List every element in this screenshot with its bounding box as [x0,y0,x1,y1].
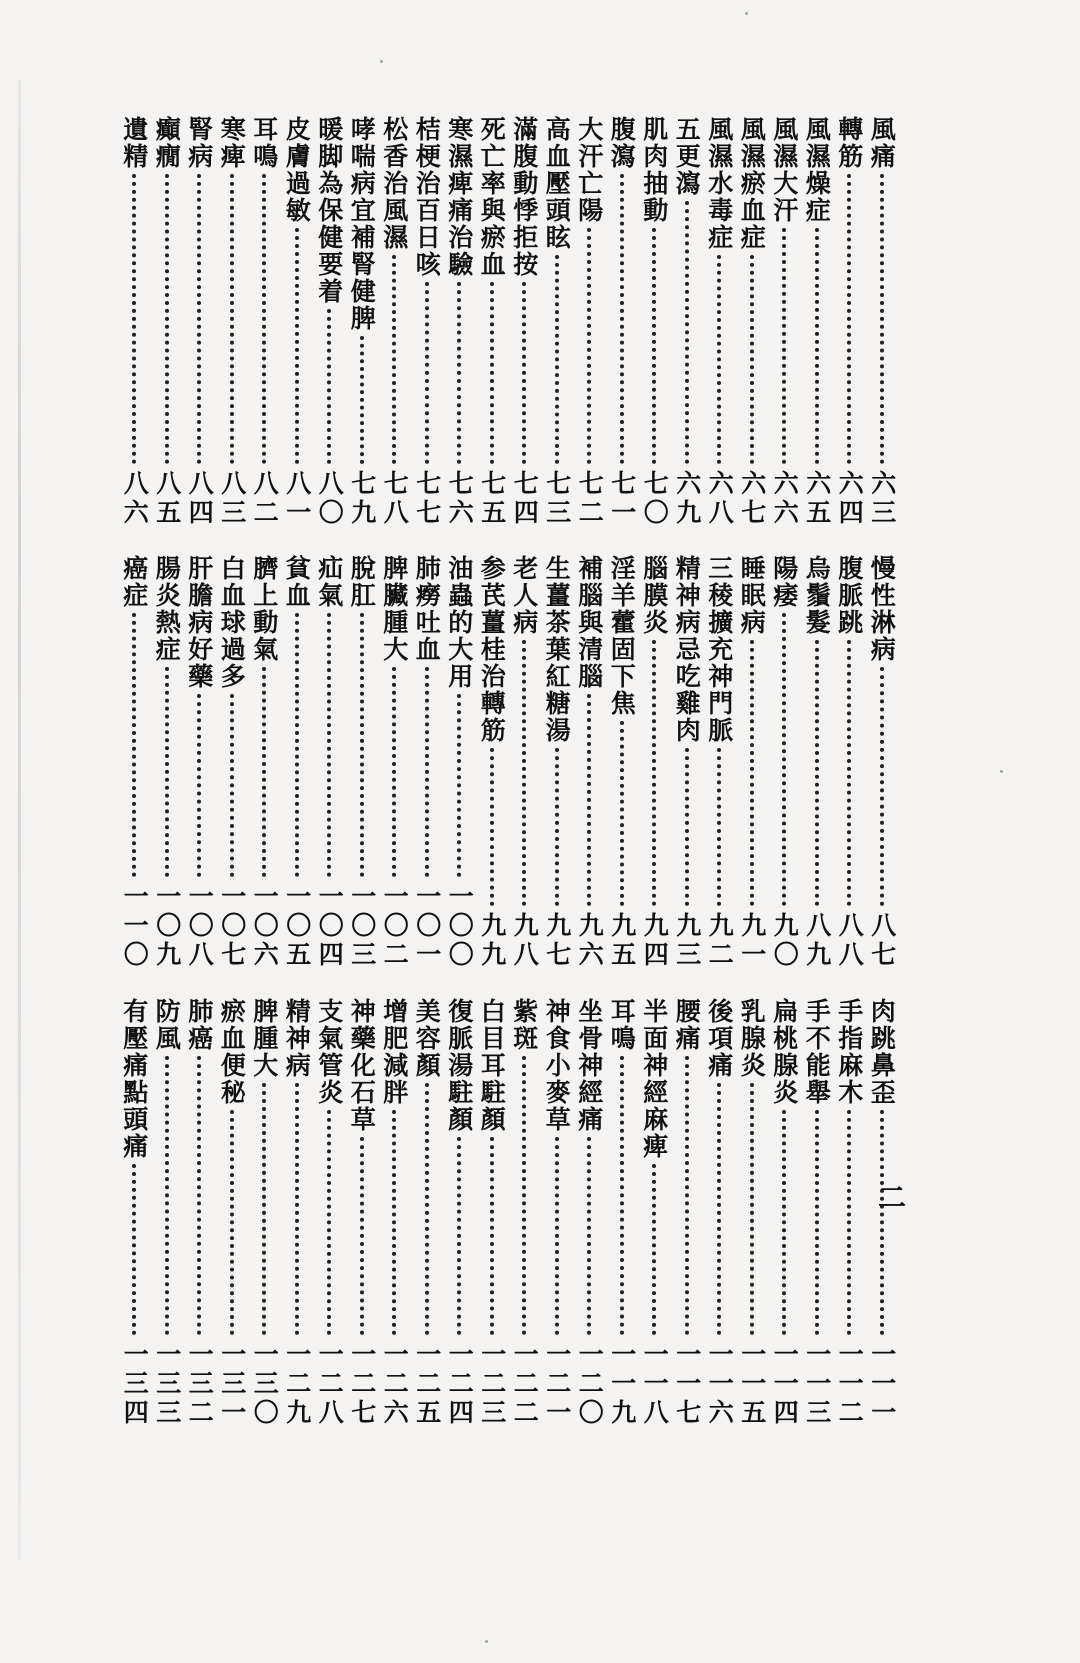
dot-leader [750,640,754,906]
entry-title: 風濕水毒症 [704,116,734,251]
contents-column-group-1 [98,116,898,528]
toc-entry[interactable] [281,116,314,528]
toc-entry[interactable] [313,998,346,1428]
entry-title: 腎病 [184,116,214,170]
toc-entry[interactable] [378,116,411,528]
entry-page-number: 一二五 [412,1341,442,1428]
dot-leader [392,667,396,877]
entry-list [98,555,898,970]
entry-page-number: 一〇七 [217,883,247,970]
dot-leader [392,1110,396,1335]
dot-leader [847,640,851,906]
toc-entry[interactable] [768,116,801,528]
entry-page-number: 一一一 [867,1341,897,1428]
dot-leader [132,613,136,877]
entry-page-number: 一三一 [217,1341,247,1428]
dot-leader [327,613,331,877]
toc-entry[interactable] [411,555,444,970]
scan-speck [1000,770,1003,773]
toc-entry[interactable] [248,116,281,528]
dot-leader [750,255,754,464]
entry-page-number: 七四 [510,470,540,528]
toc-entry[interactable] [573,116,606,528]
entry-page-number: 一二九 [282,1341,312,1428]
toc-entry[interactable] [606,555,639,970]
toc-entry[interactable] [638,998,671,1428]
entry-title: 三稜擴充神門脈 [704,555,734,744]
toc-entry[interactable] [346,116,379,528]
toc-entry[interactable] [281,998,314,1428]
entry-title: 死亡率與瘀血 [477,116,507,278]
toc-entry[interactable] [151,998,184,1428]
dot-leader [717,1083,721,1335]
entry-title: 肺癌 [184,998,214,1052]
entry-title: 臍上動氣 [249,555,279,663]
dot-leader [880,174,884,464]
toc-entry[interactable] [118,116,151,528]
toc-entry[interactable] [801,116,834,528]
dot-leader [392,255,396,464]
toc-entry[interactable] [443,998,476,1428]
dot-leader [555,255,559,464]
entry-title: 腸炎熱症 [152,555,182,663]
toc-entry[interactable] [248,555,281,970]
entry-title: 坐骨神經痛 [574,998,604,1133]
entry-page-number: 一一〇 [120,883,150,970]
dot-leader [295,228,299,464]
entry-title: 烏鬚髮 [802,555,832,636]
toc-entry[interactable] [378,555,411,970]
entry-title: 支氣管炎 [314,998,344,1106]
entry-page-number: 九七 [542,912,572,970]
entry-title: 高血壓頭眩 [542,116,572,251]
toc-entry[interactable] [703,555,736,970]
entry-title: 遺精 [119,116,149,170]
entry-title: 腹脈跳 [834,555,864,636]
entry-title: 增肥減胖 [379,998,409,1106]
entry-page-number: 一〇三 [347,883,377,970]
dot-leader [230,174,234,464]
scan-edge-shadow [18,80,21,1560]
entry-page-number: 一二二 [510,1341,540,1428]
dot-leader [197,1056,201,1335]
entry-page-number: 八二 [250,470,280,528]
dot-leader [620,721,624,906]
entry-title: 生薑茶葉紅糖湯 [542,555,572,744]
entry-page-number: 一三二 [185,1341,215,1428]
dot-leader [490,282,494,464]
dot-leader [782,228,786,464]
entry-title: 癲癇 [152,116,182,170]
dot-leader [652,640,656,906]
dot-leader [587,694,591,906]
toc-entry[interactable] [833,555,866,970]
entry-title: 白目耳駐顏 [477,998,507,1133]
entry-title: 淫羊藿固下焦 [607,555,637,717]
toc-entry[interactable] [313,555,346,970]
entry-title: 五更瀉 [672,116,702,197]
scan-speck [485,1640,488,1643]
entry-title: 慢性淋病 [867,555,897,663]
entry-page-number: 九四 [640,912,670,970]
dot-leader [360,613,364,877]
entry-title: 防風 [152,998,182,1052]
entry-page-number: 九九 [477,912,507,970]
entry-page-number: 九二 [705,912,735,970]
toc-entry[interactable] [508,998,541,1428]
entry-page-number: 一一二 [835,1341,865,1428]
dot-leader [197,174,201,464]
entry-page-number: 七六 [445,470,475,528]
dot-leader [132,174,136,464]
entry-page-number: 七八 [380,470,410,528]
entry-title: 寒痺 [217,116,247,170]
toc-entry[interactable] [118,555,151,970]
toc-entry[interactable] [476,998,509,1428]
dot-leader [652,1164,656,1335]
dot-leader [425,1083,429,1335]
toc-entry[interactable] [768,998,801,1428]
entry-page-number: 八四 [185,470,215,528]
toc-entry[interactable] [638,555,671,970]
dot-leader [717,255,721,464]
scan-speck [380,60,383,63]
entry-title: 耳鳴 [607,998,637,1052]
entry-title: 癌症 [119,555,149,609]
toc-entry[interactable] [866,555,899,970]
entry-title: 手不能舉 [802,998,832,1106]
entry-page-number: 七五 [477,470,507,528]
entry-list [98,116,898,528]
entry-title: 松香治風濕 [379,116,409,251]
dot-leader [262,667,266,877]
toc-entry[interactable] [443,116,476,528]
dot-leader [620,1056,624,1335]
toc-entry[interactable] [736,998,769,1428]
toc-entry[interactable] [443,555,476,970]
toc-entry[interactable] [183,116,216,528]
entry-title: 寒濕痺痛治驗 [444,116,474,278]
dot-leader [457,694,461,877]
entry-title: 瘀血便秘 [217,998,247,1106]
entry-title: 睡眠病 [737,555,767,636]
toc-entry[interactable] [768,555,801,970]
toc-entry[interactable] [801,998,834,1428]
entry-page-number: 七三 [542,470,572,528]
dot-leader [132,1164,136,1335]
entry-page-number: 一一八 [640,1341,670,1428]
entry-page-number: 一三〇 [250,1341,280,1428]
dot-leader [165,1056,169,1335]
entry-title: 暖脚為保健要着 [314,116,344,305]
toc-entry[interactable] [833,116,866,528]
entry-page-number: 八八 [835,912,865,970]
entry-title: 風濕大汗 [769,116,799,224]
entry-title: 耳鳴 [249,116,279,170]
dot-leader [880,1110,884,1335]
toc-entry[interactable] [606,116,639,528]
toc-entry[interactable] [508,555,541,970]
dot-leader [165,174,169,464]
dot-leader [197,694,201,877]
entry-page-number: 六四 [835,470,865,528]
dot-leader [815,640,819,906]
toc-entry[interactable] [183,555,216,970]
entry-title: 後項痛 [704,998,734,1079]
entry-page-number: 一〇一 [412,883,442,970]
entry-title: 風痛 [867,116,897,170]
entry-title: 陽痿 [769,555,799,609]
entry-title: 半面神經麻痺 [639,998,669,1160]
entry-title: 神食小麥草 [542,998,572,1133]
entry-title: 油蟲的大用 [444,555,474,690]
toc-entry[interactable] [378,998,411,1428]
entry-page-number: 八七 [867,912,897,970]
dot-leader [685,201,689,464]
entry-page-number: 九一 [737,912,767,970]
entry-page-number: 一二八 [315,1341,345,1428]
toc-entry[interactable] [736,555,769,970]
entry-page-number: 一二四 [445,1341,475,1428]
toc-entry[interactable] [151,555,184,970]
entry-page-number: 八五 [152,470,182,528]
entry-title: 肌肉抽動 [639,116,669,224]
dot-leader [815,1110,819,1335]
entry-title: 紫斑 [509,998,539,1052]
toc-entry[interactable] [183,998,216,1428]
toc-entry[interactable] [216,116,249,528]
entry-title: 脾臟腫大 [379,555,409,663]
dot-leader [555,748,559,906]
toc-entry[interactable] [736,116,769,528]
entry-title: 脫肛 [347,555,377,609]
entry-page-number: 一〇六 [250,883,280,970]
dot-leader [685,1056,689,1335]
dot-leader [230,1110,234,1335]
dot-leader [587,228,591,464]
entry-title: 貧血 [282,555,312,609]
entry-title: 腹瀉 [607,116,637,170]
entry-title: 哮喘病宜補腎健脾 [347,116,377,332]
toc-entry[interactable] [671,998,704,1428]
entry-title: 肺癆吐血 [412,555,442,663]
entry-title: 神藥化石草 [347,998,377,1133]
dot-leader [425,667,429,877]
entry-page-number: 一二六 [380,1341,410,1428]
dot-leader [457,282,461,464]
entry-page-number: 六八 [705,470,735,528]
entry-page-number: 一一三 [802,1341,832,1428]
entry-page-number: 一二〇 [575,1341,605,1428]
entry-title: 滿腹動悸拒按 [509,116,539,278]
toc-entry[interactable] [541,116,574,528]
dot-leader [457,1137,461,1335]
entry-title: 肉跳鼻歪 [867,998,897,1106]
toc-entry[interactable] [703,998,736,1428]
entry-page-number: 九〇 [770,912,800,970]
entry-title: 復脈湯駐顏 [444,998,474,1133]
contents-column-group-3 [98,998,898,1428]
entry-title: 乳腺炎 [737,998,767,1079]
entry-page-number: 七七 [412,470,442,528]
contents-column-group-2 [98,555,898,970]
margin-page-number: 二 [878,1181,907,1214]
toc-entry[interactable] [801,555,834,970]
entry-page-number: 一二七 [347,1341,377,1428]
dot-leader [522,640,526,906]
toc-entry[interactable] [866,116,899,528]
toc-entry[interactable] [346,998,379,1428]
toc-entry[interactable] [541,998,574,1428]
entry-page-number: 一〇四 [315,883,345,970]
entry-title: 轉筋 [834,116,864,170]
toc-entry[interactable] [833,998,866,1428]
entry-title: 有壓痛點頭痛 [119,998,149,1160]
entry-page-number: 八六 [120,470,150,528]
entry-title: 美容顏 [412,998,442,1079]
dot-leader [717,748,721,906]
entry-page-number: 一三三 [152,1341,182,1428]
entry-title: 風濕瘀血症 [737,116,767,251]
entry-page-number: 八九 [802,912,832,970]
entry-page-number: 一二三 [477,1341,507,1428]
toc-entry[interactable] [411,998,444,1428]
entry-title: 脾腫大 [249,998,279,1079]
dot-leader [230,694,234,877]
dot-leader [587,1137,591,1335]
dot-leader [262,174,266,464]
entry-title: 大汗亡陽 [574,116,604,224]
toc-entry[interactable] [638,116,671,528]
entry-page-number: 九五 [607,912,637,970]
entry-page-number: 六六 [770,470,800,528]
dot-leader [782,613,786,906]
toc-entry[interactable] [118,998,151,1428]
dot-leader [327,309,331,464]
entry-page-number: 一〇五 [282,883,312,970]
dot-leader [295,613,299,877]
entry-page-number: 一〇〇 [445,883,475,970]
dot-leader [555,1137,559,1335]
entry-page-number: 一〇二 [380,883,410,970]
toc-entry[interactable] [476,555,509,970]
entry-page-number: 一〇九 [152,883,182,970]
toc-entry[interactable] [573,555,606,970]
toc-entry[interactable] [476,116,509,528]
entry-title: 風濕燥症 [802,116,832,224]
dot-leader [880,667,884,906]
dot-leader [295,1083,299,1335]
entry-page-number: 一二一 [542,1341,572,1428]
toc-entry[interactable] [508,116,541,528]
entry-title: 桔梗治百日咳 [412,116,442,278]
toc-entry[interactable] [411,116,444,528]
entry-page-number: 九六 [575,912,605,970]
entry-page-number: 六五 [802,470,832,528]
dot-leader [782,1110,786,1335]
entry-page-number: 七一 [607,470,637,528]
toc-entry[interactable] [573,998,606,1428]
dot-leader [360,336,364,464]
entry-title: 参芪薑桂治轉筋 [477,555,507,744]
entry-page-number: 八三 [217,470,247,528]
entry-page-number: 七九 [347,470,377,528]
entry-page-number: 一一四 [770,1341,800,1428]
toc-entry[interactable] [703,116,736,528]
entry-page-number: 八一 [282,470,312,528]
entry-title: 老人病 [509,555,539,636]
entry-page-number: 一三四 [120,1341,150,1428]
entry-title: 皮膚過敏 [282,116,312,224]
scan-speck [745,12,748,15]
dot-leader [652,228,656,464]
dot-leader [685,748,689,906]
dot-leader [815,228,819,464]
toc-entry[interactable] [346,555,379,970]
toc-entry[interactable] [151,116,184,528]
dot-leader [750,1083,754,1335]
dot-leader [620,174,624,464]
entry-title: 補腦與清腦 [574,555,604,690]
entry-page-number: 一一七 [672,1341,702,1428]
dot-leader [165,667,169,877]
entry-page-number: 六三 [867,470,897,528]
entry-title: 手指麻木 [834,998,864,1106]
entry-page-number: 六九 [672,470,702,528]
dot-leader [360,1137,364,1335]
entry-page-number: 七二 [575,470,605,528]
entry-page-number: 一一六 [705,1341,735,1428]
toc-entry[interactable] [606,998,639,1428]
toc-entry[interactable] [313,116,346,528]
dot-leader [490,1137,494,1335]
entry-title: 精神病 [282,998,312,1079]
entry-title: 肝膽病好藥 [184,555,214,690]
toc-entry[interactable] [248,998,281,1428]
dot-leader [425,282,429,464]
entry-page-number: 一一九 [607,1341,637,1428]
toc-entry[interactable] [671,555,704,970]
toc-entry[interactable] [281,555,314,970]
toc-entry[interactable] [216,555,249,970]
dot-leader [522,1056,526,1335]
entry-page-number: 九三 [672,912,702,970]
entry-page-number: 九八 [510,912,540,970]
entry-page-number: 六七 [737,470,767,528]
entry-page-number: 一一五 [737,1341,767,1428]
entry-page-number: 八〇 [315,470,345,528]
entry-page-number: 七〇 [640,470,670,528]
entry-title: 扁桃腺炎 [769,998,799,1106]
dot-leader [490,748,494,906]
dot-leader [327,1110,331,1335]
entry-title: 腰痛 [672,998,702,1052]
dot-leader [262,1083,266,1335]
dot-leader [847,1110,851,1335]
toc-entry[interactable] [216,998,249,1428]
entry-title: 白血球過多 [217,555,247,690]
dot-leader [847,174,851,464]
entry-title: 疝氣 [314,555,344,609]
entry-title: 腦膜炎 [639,555,669,636]
dot-leader [522,282,526,464]
entry-list [98,998,898,1428]
entry-title: 精神病忌吃雞肉 [672,555,702,744]
entry-page-number: 一〇八 [185,883,215,970]
toc-entry[interactable] [541,555,574,970]
toc-entry[interactable] [671,116,704,528]
